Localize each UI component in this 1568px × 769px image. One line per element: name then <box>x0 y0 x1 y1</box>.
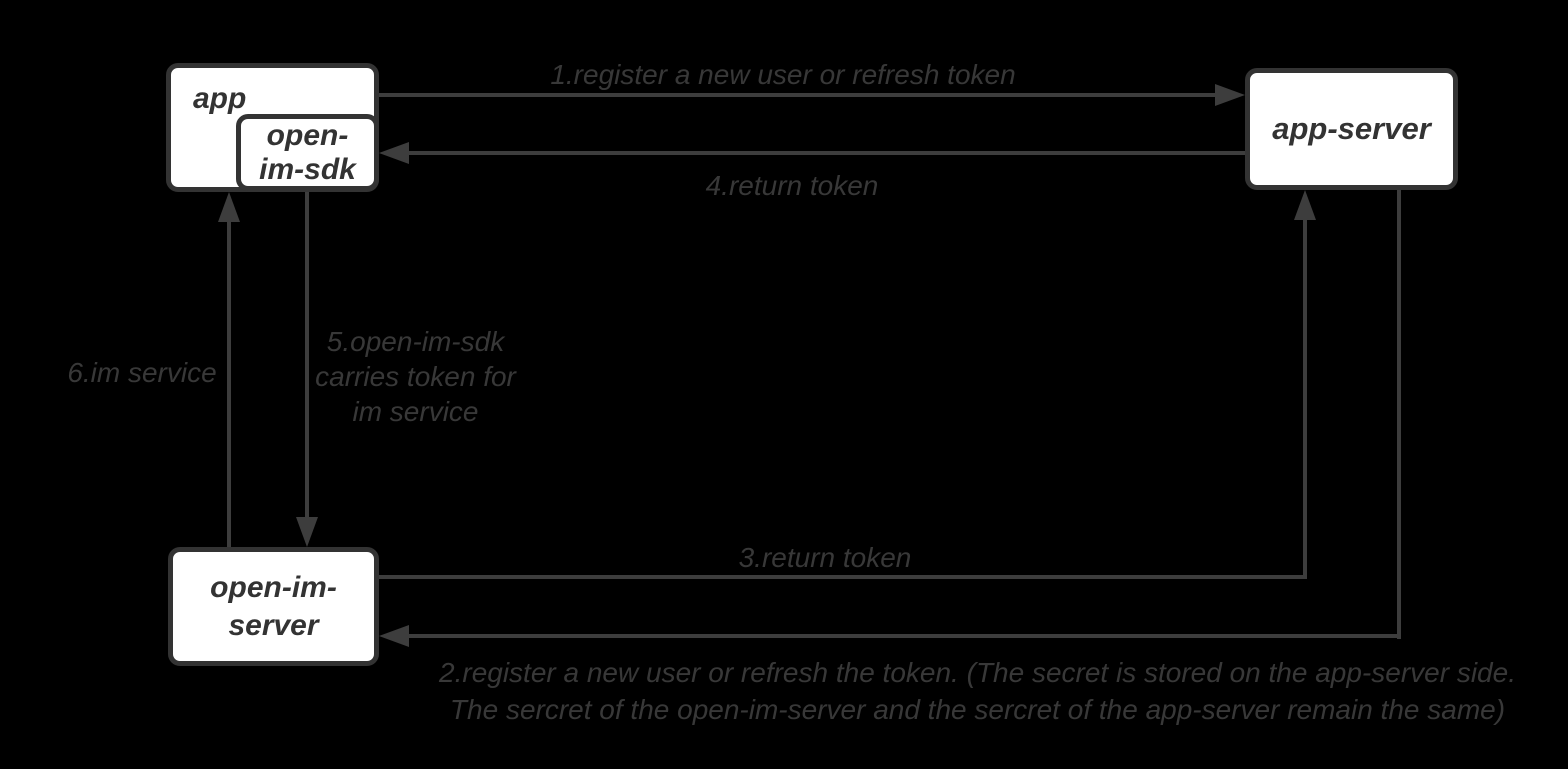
node-open-im-sdk <box>236 114 379 191</box>
edge4-arrowhead <box>379 142 409 164</box>
edge2-label <box>400 654 1555 728</box>
edge2-arrowhead <box>379 625 409 647</box>
edge3-line-vertical <box>1303 220 1307 579</box>
edge5-label <box>308 324 523 429</box>
node-open-im-sdk-label-line2: im-sdk <box>259 152 356 186</box>
node-open-im-server-label-line2: server <box>228 608 319 642</box>
edge4-label: 4.return token <box>705 170 879 201</box>
edge3-arrowhead <box>1294 190 1316 220</box>
node-open-im-server-label-line1: open-im- <box>210 570 337 604</box>
edge5-label-line2: carries token for <box>315 361 516 392</box>
edge1-line <box>379 93 1217 97</box>
edge6-arrowhead <box>218 192 240 222</box>
edge5-label-line3: im service <box>352 396 479 427</box>
edge1-label: 1.register a new user or refresh token <box>550 59 1016 90</box>
node-open-im-server <box>168 547 379 666</box>
edge3-label: 3.return token <box>738 542 912 573</box>
node-app-server-label: app-server <box>1272 111 1431 146</box>
edge5-arrowhead <box>296 517 318 547</box>
edge1-arrowhead <box>1215 84 1245 106</box>
edge4-line <box>409 151 1245 155</box>
edge5-label-line1: 5.open-im-sdk <box>326 326 505 357</box>
edge2-label-line2: The sercret of the open-im-server and the sercret of the app-server remain the same) <box>449 694 1506 725</box>
node-open-im-sdk-label-line1: open- <box>266 118 349 152</box>
edge2-line-horizontal <box>407 634 1401 638</box>
node-app-server <box>1245 68 1458 190</box>
node-app-label: app <box>193 82 247 115</box>
edge3-line-horizontal <box>379 575 1307 579</box>
edge2-label-line1: 2.register a new user or refresh the token. (The secret is stored on the app-server side. <box>439 657 1516 688</box>
edge2-line-vertical <box>1397 190 1401 639</box>
edge6-label: 6.im service <box>67 357 217 388</box>
